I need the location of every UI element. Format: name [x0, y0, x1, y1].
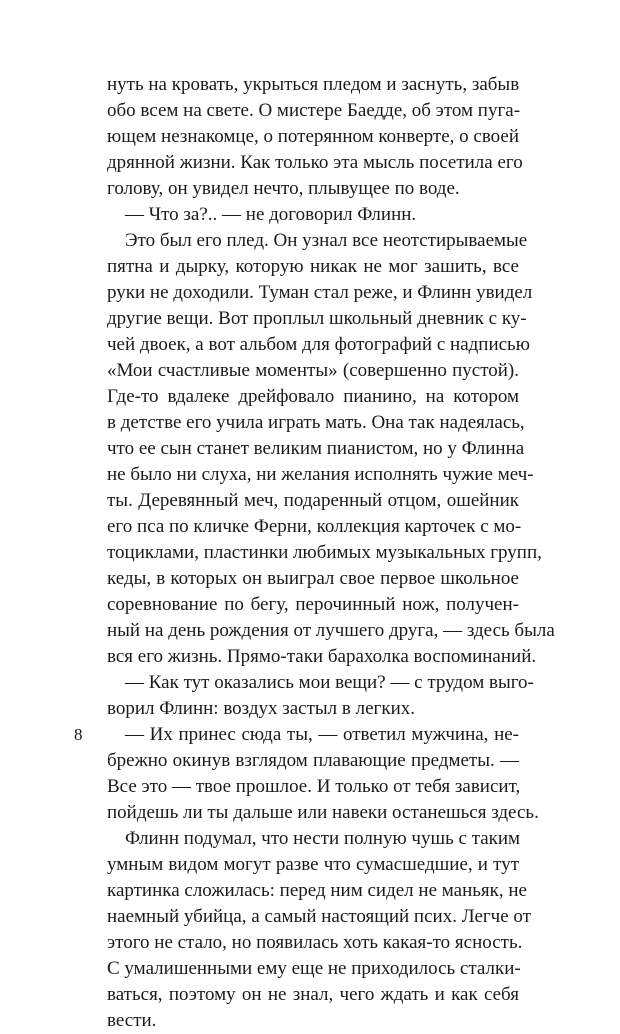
text-line: вся его жизнь. Прямо-таки барахолка воспоминаний.: [107, 646, 537, 667]
text-line: этого не стало, но появилась хоть какая-то ясность.: [107, 932, 523, 953]
text-line: в детстве его учила играть мать. Она так надеялась,: [107, 412, 525, 433]
text-line: его пса по кличке Ферни, коллекция карточек с мо-: [107, 516, 522, 537]
body-text: [107, 72, 555, 1034]
text-line: не было ни слуха, ни желания исполнять чужие меч-: [107, 464, 534, 485]
text-line: «Мои счастливые моменты» (совершенно пустой).: [107, 360, 519, 381]
text-line: нуть на кровать, укрыться пледом и заснуть, забыв: [107, 74, 520, 95]
text-line: соревнование по бегу, перочинный нож, получен-: [107, 594, 519, 615]
text-line: наемный убийца, а самый настоящий псих. Легче от: [107, 906, 531, 927]
text-line: ты. Деревянный меч, подаренный отцом, ошейник: [107, 490, 519, 511]
text-line: ный на день рождения от лучшего друга, — здесь была: [107, 620, 555, 641]
text-line: голову, он увидел нечто, плывущее по воде.: [107, 178, 460, 199]
text-line: Все это — твое прошлое. И только от тебя зависит,: [107, 776, 521, 797]
text-line: Где-то вдалеке дрейфовало пианино, на котором: [107, 386, 519, 407]
text-line: брежно окинув взглядом плавающие предметы. —: [107, 750, 519, 771]
text-line: пойдешь ли ты дальше или навеки останешься здесь.: [107, 802, 539, 823]
text-line: чей двоек, а вот альбом для фотографий с надписью: [107, 334, 530, 355]
text-line: — Их принес сюда ты, — ответил мужчина, не-: [125, 724, 519, 745]
text-line: ворил Флинн: воздух застыл в легких.: [107, 698, 415, 719]
text-line: ющем незнакомце, о потерянном конверте, о своей: [107, 126, 519, 147]
text-line: С умалишенными ему еще не приходилось сталки-: [107, 958, 521, 979]
text-line: руки не доходили. Туман стал реже, и Флинн увидел: [107, 282, 533, 303]
text-line: картинка сложилась: перед ним сидел не маньяк, не: [107, 880, 527, 901]
text-line: тоциклами, пластинки любимых музыкальных групп,: [107, 542, 542, 563]
text-line: другие вещи. Вот проплыл школьный дневник с ку-: [107, 308, 527, 329]
text-line: пятна и дырку, которую никак не мог зашить, все: [107, 256, 519, 277]
text-line: Флинн подумал, что нести полную чушь с таким: [125, 828, 521, 849]
text-line: кеды, в которых он выиграл свое первое школьное: [107, 568, 519, 589]
text-line: вести.: [107, 1010, 157, 1031]
page-number: 8: [74, 725, 83, 744]
text-line: Это был его плед. Он узнал все неотстирываемые: [125, 230, 528, 251]
text-line: что ее сын станет великим пианистом, но у Флинна: [107, 438, 525, 459]
text-line: — Как тут оказались мои вещи? — с трудом выго-: [125, 672, 534, 693]
text-line: — Что за?.. — не договорил Флинн.: [125, 204, 417, 225]
text-line: дрянной жизни. Как только эта мысль посетила его: [107, 152, 523, 173]
text-line: умным видом могут разве что сумасшедшие, и тут: [107, 854, 519, 875]
text-line: ваться, поэтому он не знал, чего ждать и как себя: [107, 984, 519, 1005]
text-line: обо всем на свете. О мистере Баедде, об этом пуга-: [107, 100, 521, 121]
